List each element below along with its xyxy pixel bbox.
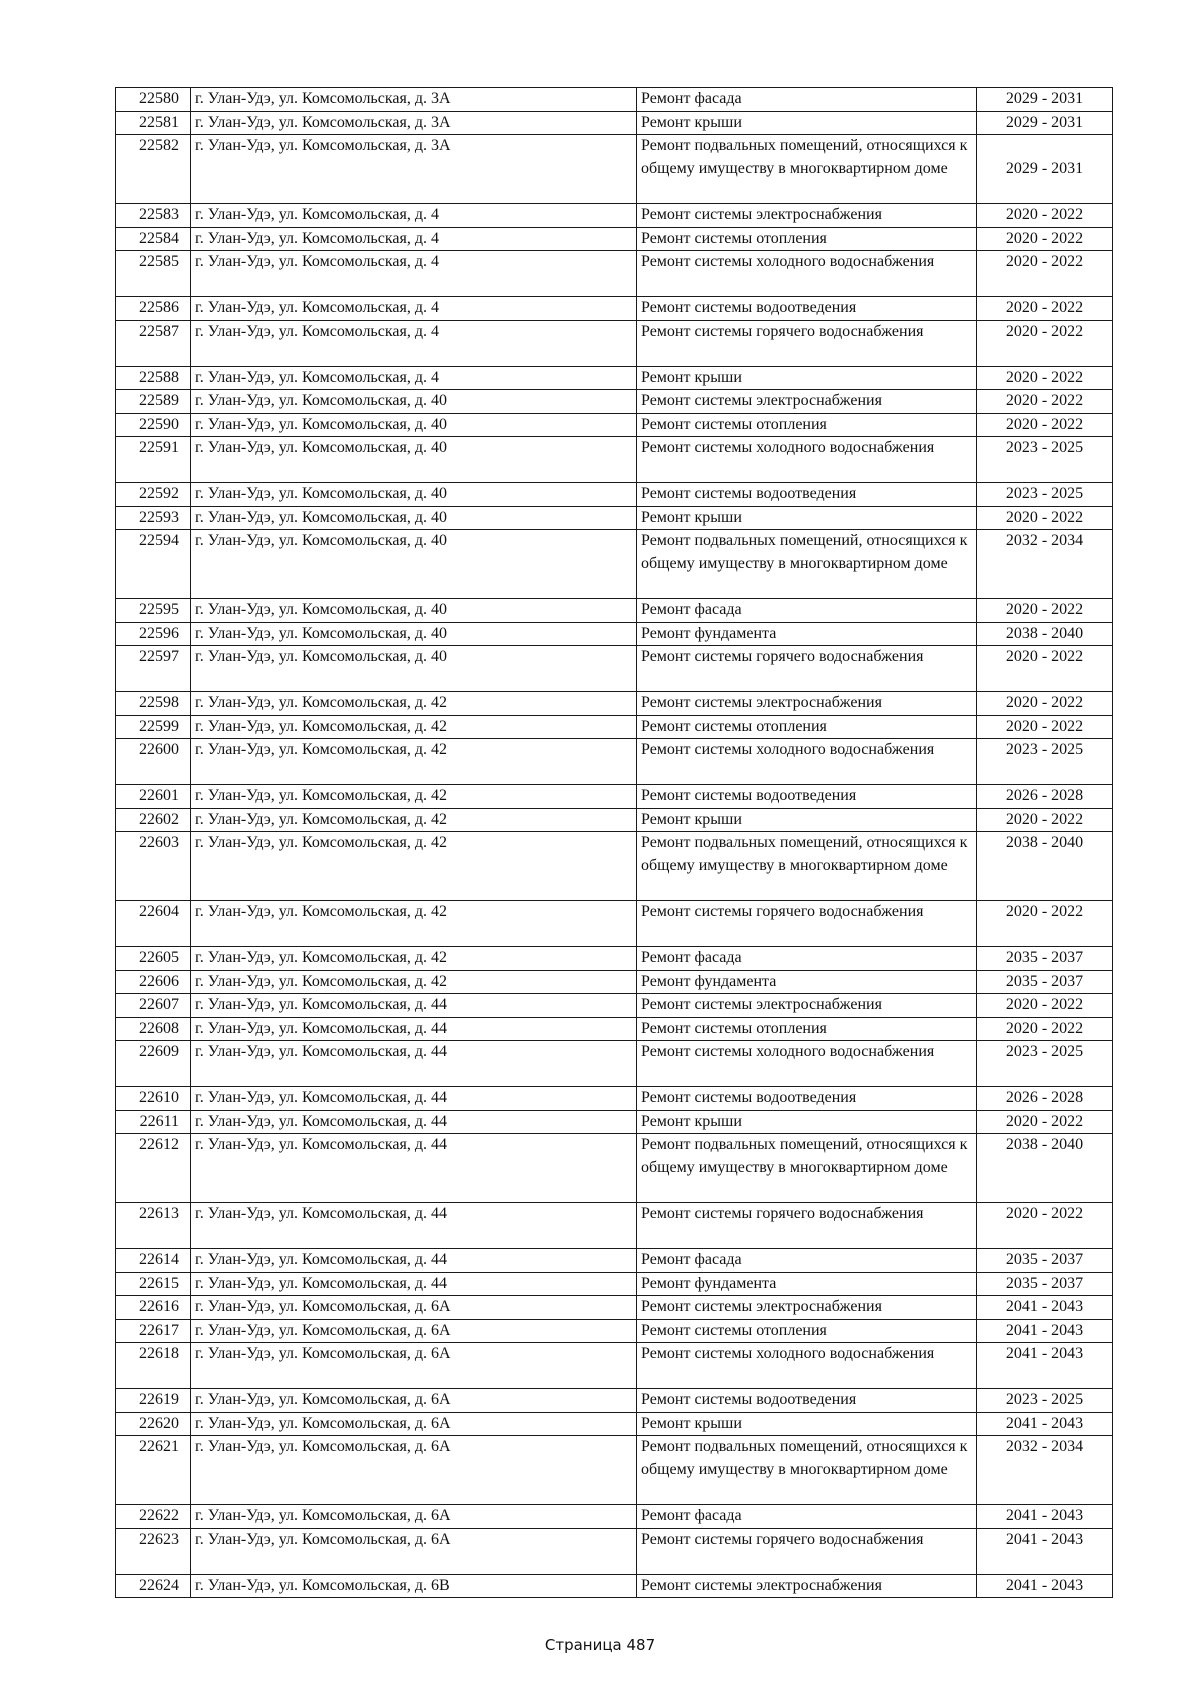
row-period: 2020 - 2022 [977,994,1113,1018]
row-address: г. Улан-Удэ, ул. Комсомольская, д. 4 [191,297,637,321]
row-address: г. Улан-Удэ, ул. Комсомольская, д. 4 [191,251,637,297]
row-period: 2041 - 2043 [977,1412,1113,1436]
row-work-type: Ремонт системы электроснабжения [637,1574,977,1598]
row-number: 22603 [116,832,191,901]
works-table-body [116,88,1113,1598]
row-address: г. Улан-Удэ, ул. Комсомольская, д. 6А [191,1296,637,1320]
row-address: г. Улан-Удэ, ул. Комсомольская, д. 44 [191,1203,637,1249]
row-period: 2035 - 2037 [977,947,1113,971]
row-number: 22619 [116,1389,191,1413]
row-work-type: Ремонт крыши [637,1412,977,1436]
table-row [116,1436,1113,1505]
row-period: 2029 - 2031 [977,135,1113,204]
table-row [116,1041,1113,1087]
row-period: 2038 - 2040 [977,622,1113,646]
table-row [116,1528,1113,1574]
row-address: г. Улан-Удэ, ул. Комсомольская, д. 6А [191,1319,637,1343]
row-address: г. Улан-Удэ, ул. Комсомольская, д. 40 [191,530,637,599]
row-period: 2032 - 2034 [977,1436,1113,1505]
row-number: 22586 [116,297,191,321]
row-address: г. Улан-Удэ, ул. Комсомольская, д. 44 [191,1249,637,1273]
row-work-type: Ремонт системы холодного водоснабжения [637,251,977,297]
row-period: 2029 - 2031 [977,111,1113,135]
row-work-type: Ремонт системы отопления [637,715,977,739]
row-period: 2038 - 2040 [977,832,1113,901]
row-number: 22607 [116,994,191,1018]
row-number: 22616 [116,1296,191,1320]
row-period: 2020 - 2022 [977,366,1113,390]
row-address: г. Улан-Удэ, ул. Комсомольская, д. 44 [191,1272,637,1296]
row-period: 2020 - 2022 [977,204,1113,228]
row-number: 22585 [116,251,191,297]
row-period: 2035 - 2037 [977,1272,1113,1296]
row-work-type: Ремонт фасада [637,88,977,112]
row-work-type: Ремонт фундамента [637,970,977,994]
table-row [116,390,1113,414]
row-number: 22583 [116,204,191,228]
table-row [116,1134,1113,1203]
row-address: г. Улан-Удэ, ул. Комсомольская, д. 40 [191,413,637,437]
row-address: г. Улан-Удэ, ул. Комсомольская, д. 42 [191,692,637,716]
row-period: 2041 - 2043 [977,1505,1113,1529]
row-number: 22612 [116,1134,191,1203]
row-address: г. Улан-Удэ, ул. Комсомольская, д. 3А [191,111,637,135]
row-address: г. Улан-Удэ, ул. Комсомольская, д. 44 [191,1134,637,1203]
row-work-type: Ремонт системы отопления [637,413,977,437]
row-number: 22618 [116,1343,191,1389]
row-period: 2032 - 2034 [977,530,1113,599]
table-row [116,88,1113,112]
row-number: 22592 [116,483,191,507]
table-row [116,366,1113,390]
row-address: г. Улан-Удэ, ул. Комсомольская, д. 4 [191,366,637,390]
table-row [116,970,1113,994]
row-address: г. Улан-Удэ, ул. Комсомольская, д. 6А [191,1528,637,1574]
table-row [116,1249,1113,1273]
row-period: 2020 - 2022 [977,506,1113,530]
row-period: 2041 - 2043 [977,1528,1113,1574]
row-number: 22587 [116,320,191,366]
row-period: 2020 - 2022 [977,251,1113,297]
table-row [116,204,1113,228]
row-address: г. Улан-Удэ, ул. Комсомольская, д. 42 [191,715,637,739]
row-work-type: Ремонт системы холодного водоснабжения [637,1041,977,1087]
row-period: 2020 - 2022 [977,901,1113,947]
table-row [116,227,1113,251]
row-work-type: Ремонт крыши [637,808,977,832]
row-work-type: Ремонт системы водоотведения [637,785,977,809]
row-address: г. Улан-Удэ, ул. Комсомольская, д. 40 [191,599,637,623]
row-work-type: Ремонт системы электроснабжения [637,204,977,228]
row-work-type: Ремонт фундамента [637,1272,977,1296]
row-number: 22597 [116,646,191,692]
row-address: г. Улан-Удэ, ул. Комсомольская, д. 42 [191,785,637,809]
row-address: г. Улан-Удэ, ул. Комсомольская, д. 40 [191,437,637,483]
row-number: 22598 [116,692,191,716]
row-work-type: Ремонт системы отопления [637,227,977,251]
row-address: г. Улан-Удэ, ул. Комсомольская, д. 44 [191,1110,637,1134]
row-address: г. Улан-Удэ, ул. Комсомольская, д. 42 [191,739,637,785]
row-work-type: Ремонт системы водоотведения [637,1389,977,1413]
row-period: 2023 - 2025 [977,739,1113,785]
table-row [116,1110,1113,1134]
row-address: г. Улан-Удэ, ул. Комсомольская, д. 3А [191,88,637,112]
row-address: г. Улан-Удэ, ул. Комсомольская, д. 6А [191,1389,637,1413]
row-address: г. Улан-Удэ, ул. Комсомольская, д. 40 [191,483,637,507]
table-row [116,483,1113,507]
row-period: 2020 - 2022 [977,227,1113,251]
row-number: 22610 [116,1087,191,1111]
row-number: 22622 [116,1505,191,1529]
row-work-type: Ремонт крыши [637,111,977,135]
row-number: 22590 [116,413,191,437]
row-address: г. Улан-Удэ, ул. Комсомольская, д. 42 [191,947,637,971]
row-number: 22602 [116,808,191,832]
row-number: 22609 [116,1041,191,1087]
row-work-type: Ремонт системы водоотведения [637,1087,977,1111]
table-row [116,320,1113,366]
row-period: 2020 - 2022 [977,413,1113,437]
table-row [116,785,1113,809]
row-address: г. Улан-Удэ, ул. Комсомольская, д. 44 [191,1017,637,1041]
row-period: 2023 - 2025 [977,1041,1113,1087]
table-row [116,111,1113,135]
row-address: г. Улан-Удэ, ул. Комсомольская, д. 40 [191,646,637,692]
row-address: г. Улан-Удэ, ул. Комсомольская, д. 42 [191,970,637,994]
row-work-type: Ремонт фасада [637,947,977,971]
row-work-type: Ремонт фасада [637,1249,977,1273]
row-number: 22588 [116,366,191,390]
table-row [116,437,1113,483]
row-number: 22594 [116,530,191,599]
row-period: 2020 - 2022 [977,599,1113,623]
row-number: 22620 [116,1412,191,1436]
row-work-type: Ремонт подвальных помещений, относящихся к общему имуществу в многоквартирном доме [637,1134,977,1203]
row-address: г. Улан-Удэ, ул. Комсомольская, д. 40 [191,622,637,646]
row-number: 22611 [116,1110,191,1134]
row-period: 2038 - 2040 [977,1134,1113,1203]
table-row [116,251,1113,297]
page-number: Страница 487 [544,1636,656,1654]
row-address: г. Улан-Удэ, ул. Комсомольская, д. 4 [191,227,637,251]
row-address: г. Улан-Удэ, ул. Комсомольская, д. 44 [191,1087,637,1111]
row-period: 2023 - 2025 [977,483,1113,507]
table-row [116,739,1113,785]
row-work-type: Ремонт системы отопления [637,1319,977,1343]
row-number: 22606 [116,970,191,994]
table-row [116,1017,1113,1041]
row-address: г. Улан-Удэ, ул. Комсомольская, д. 44 [191,994,637,1018]
table-row [116,692,1113,716]
row-number: 22604 [116,901,191,947]
row-period: 2020 - 2022 [977,1017,1113,1041]
table-row [116,135,1113,204]
row-period: 2035 - 2037 [977,970,1113,994]
row-address: г. Улан-Удэ, ул. Комсомольская, д. 6А [191,1412,637,1436]
row-period: 2041 - 2043 [977,1296,1113,1320]
row-period: 2026 - 2028 [977,1087,1113,1111]
row-period: 2023 - 2025 [977,1389,1113,1413]
table-row [116,413,1113,437]
row-number: 22621 [116,1436,191,1505]
row-period: 2035 - 2037 [977,1249,1113,1273]
row-work-type: Ремонт системы горячего водоснабжения [637,646,977,692]
table-row [116,622,1113,646]
row-work-type: Ремонт системы холодного водоснабжения [637,1343,977,1389]
table-row [116,646,1113,692]
row-number: 22608 [116,1017,191,1041]
row-number: 22605 [116,947,191,971]
row-work-type: Ремонт системы горячего водоснабжения [637,901,977,947]
row-number: 22623 [116,1528,191,1574]
table-row [116,1087,1113,1111]
row-number: 22580 [116,88,191,112]
table-row [116,1389,1113,1413]
row-number: 22596 [116,622,191,646]
row-work-type: Ремонт крыши [637,366,977,390]
row-work-type: Ремонт системы электроснабжения [637,994,977,1018]
row-number: 22613 [116,1203,191,1249]
table-row [116,994,1113,1018]
row-address: г. Улан-Удэ, ул. Комсомольская, д. 4 [191,204,637,228]
row-address: г. Улан-Удэ, ул. Комсомольская, д. 42 [191,808,637,832]
row-number: 22615 [116,1272,191,1296]
row-work-type: Ремонт системы холодного водоснабжения [637,437,977,483]
row-work-type: Ремонт системы электроснабжения [637,1296,977,1320]
row-period: 2020 - 2022 [977,297,1113,321]
row-work-type: Ремонт системы горячего водоснабжения [637,320,977,366]
table-row [116,1505,1113,1529]
row-number: 22624 [116,1574,191,1598]
row-address: г. Улан-Удэ, ул. Комсомольская, д. 42 [191,901,637,947]
row-work-type: Ремонт системы горячего водоснабжения [637,1528,977,1574]
table-row [116,1272,1113,1296]
row-address: г. Улан-Удэ, ул. Комсомольская, д. 44 [191,1041,637,1087]
table-row [116,1412,1113,1436]
row-work-type: Ремонт фасада [637,1505,977,1529]
table-row [116,1296,1113,1320]
row-number: 22600 [116,739,191,785]
table-row [116,1203,1113,1249]
row-address: г. Улан-Удэ, ул. Комсомольская, д. 3А [191,135,637,204]
table-row [116,1574,1113,1598]
row-number: 22584 [116,227,191,251]
row-period: 2041 - 2043 [977,1343,1113,1389]
row-period: 2020 - 2022 [977,692,1113,716]
row-number: 22591 [116,437,191,483]
row-number: 22614 [116,1249,191,1273]
row-period: 2020 - 2022 [977,390,1113,414]
row-work-type: Ремонт системы горячего водоснабжения [637,1203,977,1249]
row-work-type: Ремонт крыши [637,1110,977,1134]
table-row [116,901,1113,947]
row-period: 2020 - 2022 [977,1203,1113,1249]
row-work-type: Ремонт системы электроснабжения [637,390,977,414]
row-work-type: Ремонт системы холодного водоснабжения [637,739,977,785]
row-period: 2041 - 2043 [977,1319,1113,1343]
row-number: 22593 [116,506,191,530]
table-row [116,715,1113,739]
row-work-type: Ремонт подвальных помещений, относящихся к общему имуществу в многоквартирном доме [637,1436,977,1505]
row-address: г. Улан-Удэ, ул. Комсомольская, д. 4 [191,320,637,366]
table-row [116,1343,1113,1389]
row-work-type: Ремонт фундамента [637,622,977,646]
row-address: г. Улан-Удэ, ул. Комсомольская, д. 6А [191,1505,637,1529]
row-period: 2020 - 2022 [977,320,1113,366]
row-number: 22582 [116,135,191,204]
table-row [116,947,1113,971]
row-address: г. Улан-Удэ, ул. Комсомольская, д. 6В [191,1574,637,1598]
row-address: г. Улан-Удэ, ул. Комсомольская, д. 40 [191,390,637,414]
row-period: 2020 - 2022 [977,808,1113,832]
table-row [116,599,1113,623]
row-address: г. Улан-Удэ, ул. Комсомольская, д. 6А [191,1436,637,1505]
row-work-type: Ремонт системы водоотведения [637,483,977,507]
row-number: 22617 [116,1319,191,1343]
row-work-type: Ремонт крыши [637,506,977,530]
table-row [116,297,1113,321]
row-work-type: Ремонт фасада [637,599,977,623]
row-work-type: Ремонт системы водоотведения [637,297,977,321]
row-work-type: Ремонт подвальных помещений, относящихся к общему имуществу в многоквартирном доме [637,530,977,599]
row-number: 22595 [116,599,191,623]
row-number: 22589 [116,390,191,414]
row-work-type: Ремонт подвальных помещений, относящихся к общему имуществу в многоквартирном доме [637,135,977,204]
row-period: 2029 - 2031 [977,88,1113,112]
works-table [115,87,1113,1598]
table-row [116,530,1113,599]
row-address: г. Улан-Удэ, ул. Комсомольская, д. 42 [191,832,637,901]
table-row [116,808,1113,832]
row-work-type: Ремонт подвальных помещений, относящихся к общему имуществу в многоквартирном доме [637,832,977,901]
table-row [116,506,1113,530]
row-period: 2041 - 2043 [977,1574,1113,1598]
row-work-type: Ремонт системы электроснабжения [637,692,977,716]
row-period: 2026 - 2028 [977,785,1113,809]
table-row [116,1319,1113,1343]
row-number: 22581 [116,111,191,135]
row-number: 22599 [116,715,191,739]
row-work-type: Ремонт системы отопления [637,1017,977,1041]
table-row [116,832,1113,901]
row-address: г. Улан-Удэ, ул. Комсомольская, д. 6А [191,1343,637,1389]
row-period: 2020 - 2022 [977,1110,1113,1134]
row-period: 2020 - 2022 [977,715,1113,739]
row-number: 22601 [116,785,191,809]
row-period: 2023 - 2025 [977,437,1113,483]
row-period: 2020 - 2022 [977,646,1113,692]
row-address: г. Улан-Удэ, ул. Комсомольская, д. 40 [191,506,637,530]
